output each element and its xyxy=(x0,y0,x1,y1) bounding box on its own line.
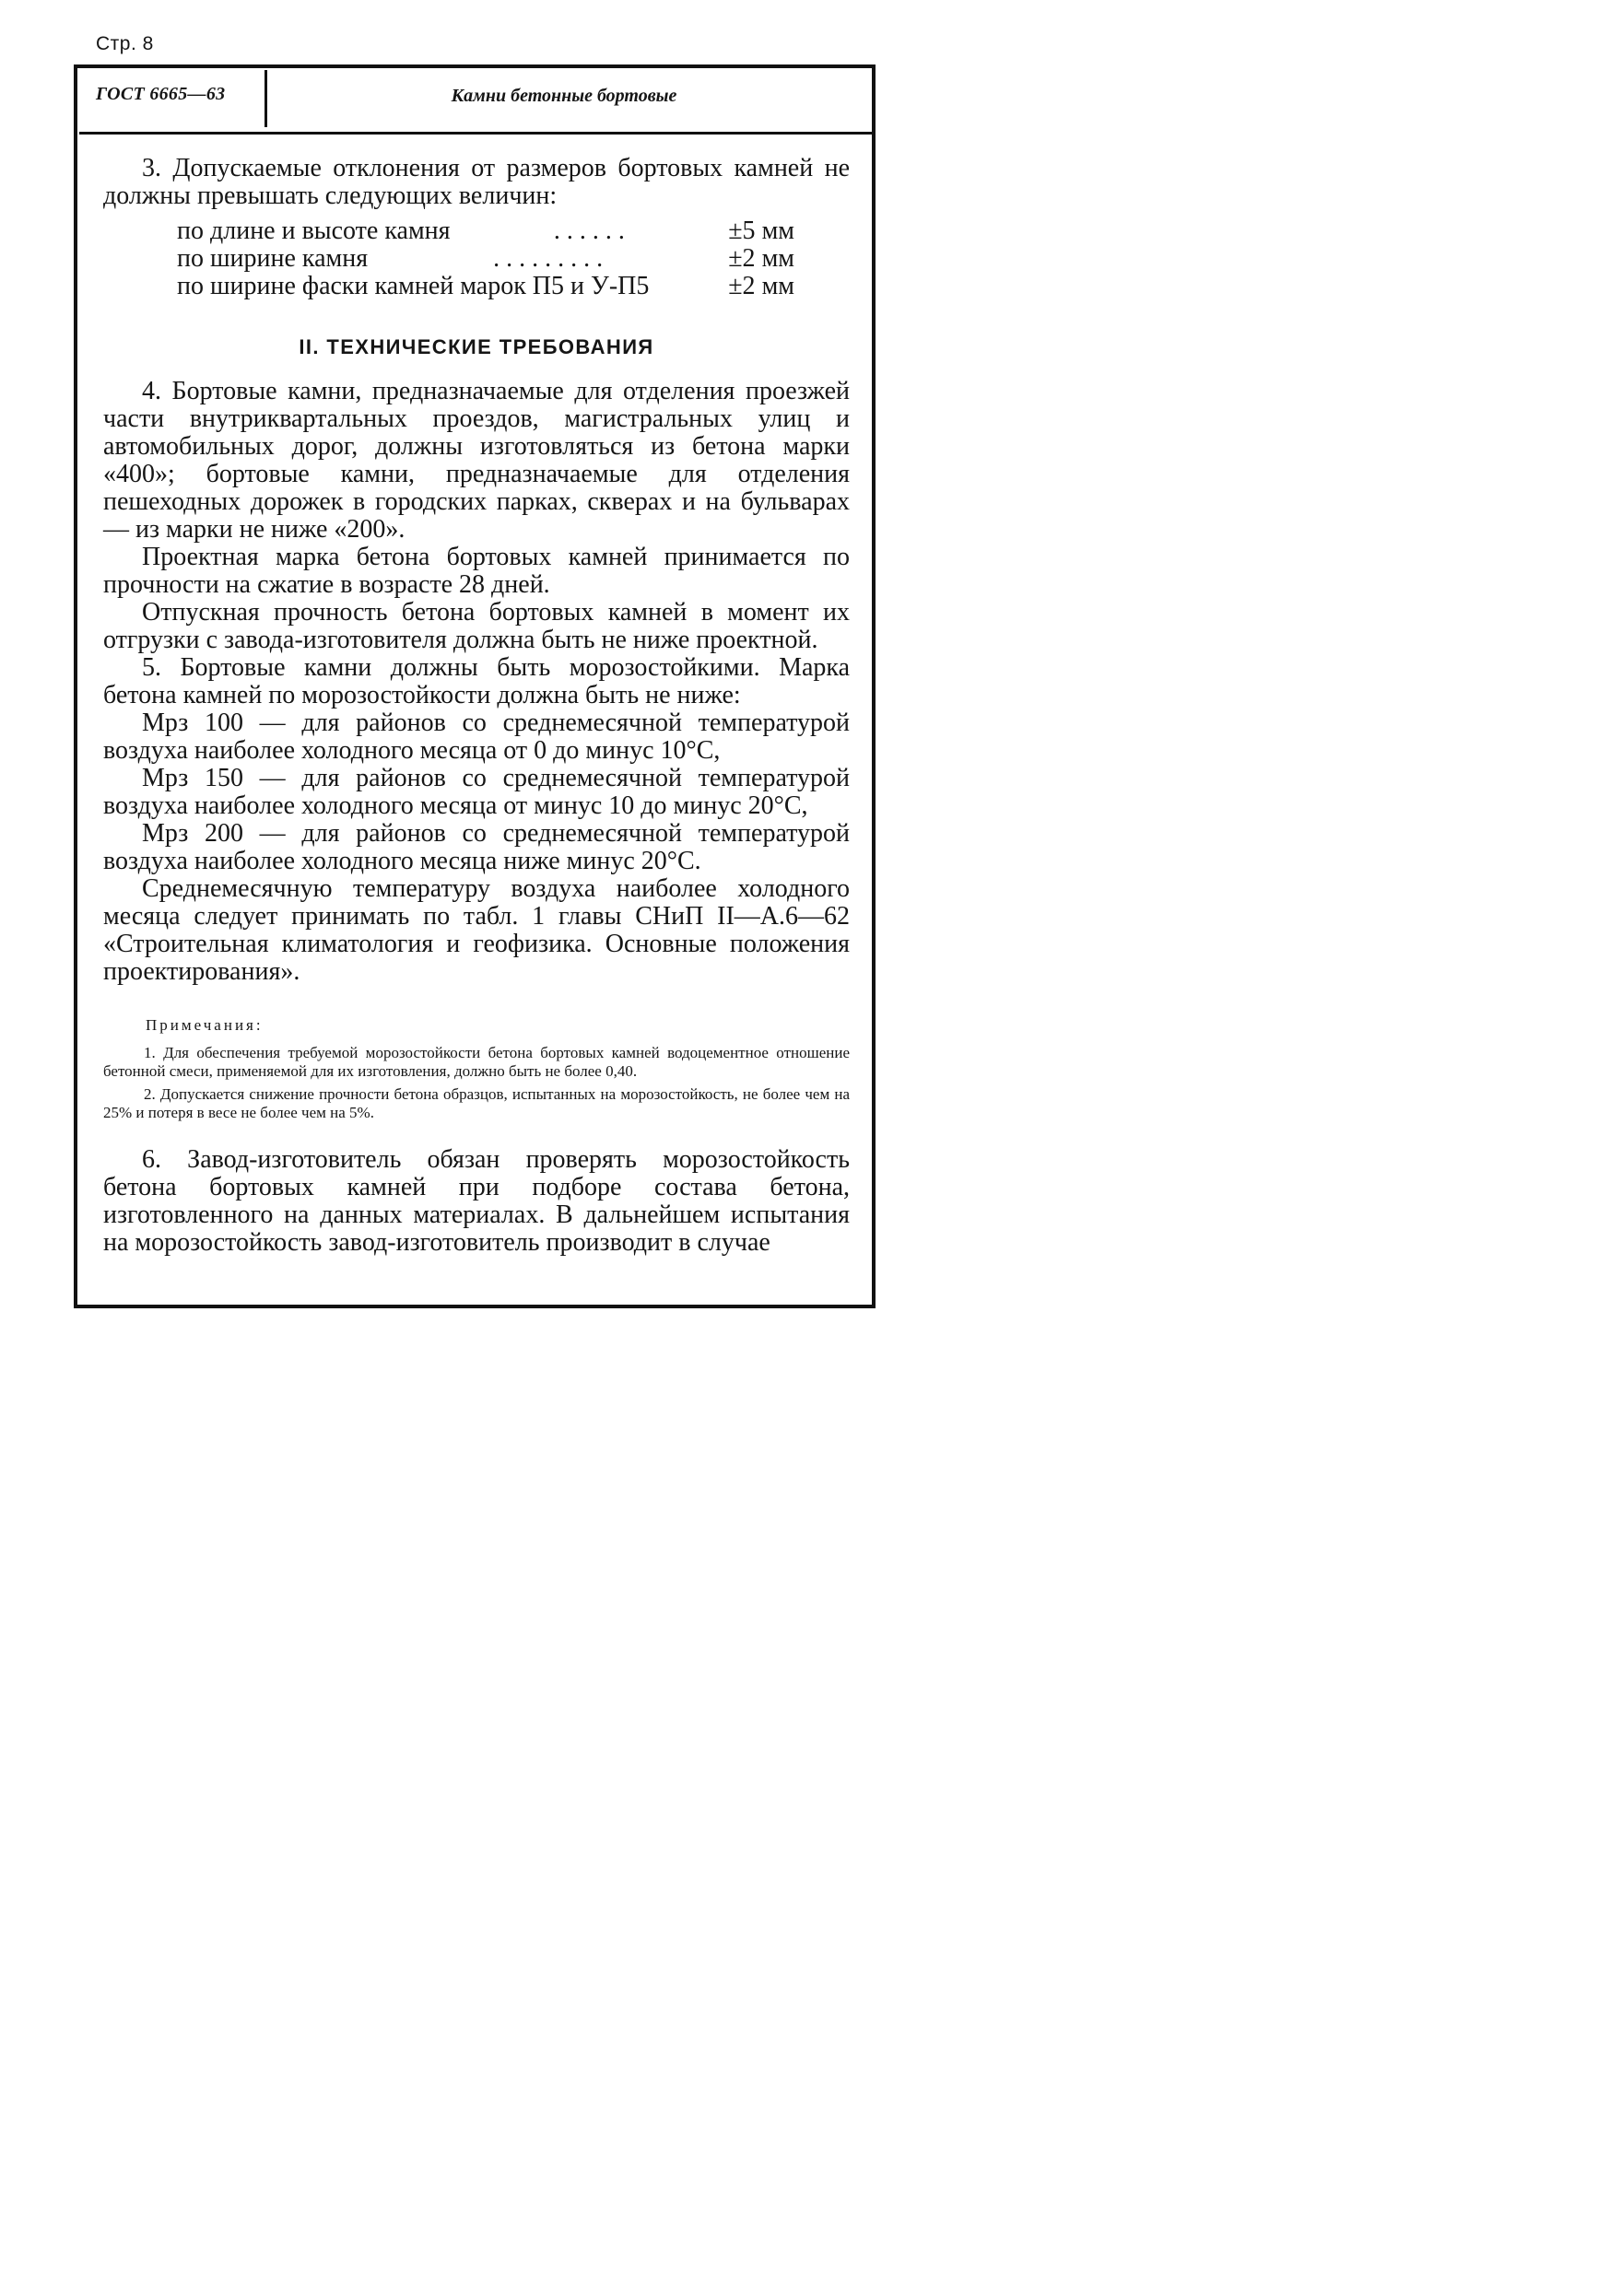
tolerance-unit: мм xyxy=(761,217,794,245)
tolerance-list xyxy=(177,217,794,300)
tolerance-value xyxy=(728,245,794,273)
tolerance-row xyxy=(177,245,794,273)
tolerance-row xyxy=(177,217,794,245)
header-bottom-line xyxy=(79,132,872,135)
frost-grade-150: Мрз 150 — для районов со среднемесячной температурой воздуха наиболее холодного месяца от минус 10 до минус 20°С, xyxy=(103,764,850,820)
paragraph-5: 5. Бортовые камни должны быть морозостойкими. Марка бетона камней по морозостойкости должна быть не ниже: xyxy=(103,653,850,709)
tolerance-row xyxy=(177,273,794,300)
notes-title: Примечания: xyxy=(146,1016,264,1034)
paragraph-project-grade: Проектная марка бетона бортовых камней принимается по прочности на сжатие в возрасте 28 дней. xyxy=(103,543,850,599)
page-number: Стр. 8 xyxy=(96,33,154,54)
note-item: 2. Допускается снижение прочности бетона образцов, испытанных на морозостойкость, не более чем на 25% и потеря в весе не более чем на 5%. xyxy=(103,1085,850,1121)
standard-code: ГОСТ 6665—63 xyxy=(96,84,226,104)
paragraph-3: 3. Допускаемые отклонения от размеров бортовых камней не должны превышать следующих величин: xyxy=(103,154,850,210)
tolerance-label: по длине и высоте камня xyxy=(177,217,451,245)
tolerance-dots: . . . . . . . . . xyxy=(493,244,604,273)
tolerance-unit: мм xyxy=(761,244,794,273)
note-item: 1. Для обеспечения требуемой морозостойкости бетона бортовых камней водоцементное отношение бетонной смеси, применяемой для их изготовления, должно быть не более 0,40. xyxy=(103,1044,850,1080)
frost-grade-100: Мрз 100 — для районов со среднемесячной температурой воздуха наиболее холодного месяца от 0 до минус 10°С, xyxy=(103,709,850,765)
paragraph-release-strength: Отпускная прочность бетона бортовых камней в момент их отгрузки с завода-изготовителя должна быть не ниже проектной. xyxy=(103,598,850,654)
tolerance-number: ±5 xyxy=(728,217,756,245)
tolerance-number: ±2 xyxy=(728,272,756,300)
paragraph-temperature-reference: Среднемесячную температуру воздуха наиболее холодного месяца следует принимать по табл. 1 главы СНиП II—А.6—62 «Строительная климатология и геофизика. Основные положения проектирования». xyxy=(103,874,850,986)
tolerance-dots: . . . . . . xyxy=(553,217,625,245)
tolerance-value xyxy=(728,273,794,300)
frost-grade-200: Мрз 200 — для районов со среднемесячной температурой воздуха наиболее холодного месяца ниже минус 20°С. xyxy=(103,819,850,875)
paragraph-4: 4. Бортовые камни, предназначаемые для отделения проезжей части внутриквартальных проездов, магистральных улиц и автомобильных дорог, должны изготовляться из бетона марки «400»; бортовые камни, предназначаемые для отделения пешеходных дорожек в городских парках, скверах и на бульварах — из марки не ниже «200». xyxy=(103,377,850,544)
paragraph-6: 6. Завод-изготовитель обязан проверять морозостойкость бетона бортовых камней при подборе состава бетона, изготовленного на данных материалах. В дальнейшем испытания на морозостойкость завод-изготовитель производит в случае xyxy=(103,1145,850,1257)
tolerance-value xyxy=(728,217,794,245)
section-heading: II. ТЕХНИЧЕСКИЕ ТРЕБОВАНИЯ xyxy=(299,335,654,358)
document-content xyxy=(103,155,850,1257)
tolerance-unit: мм xyxy=(761,272,794,300)
header-divider xyxy=(264,70,267,127)
tolerance-label: по ширине фаски камней марок П5 и У-П5 xyxy=(177,272,650,300)
standard-title: Камни бетонные бортовые xyxy=(451,86,677,106)
tolerance-number: ±2 xyxy=(728,244,756,273)
tolerance-label: по ширине камня xyxy=(177,244,369,273)
